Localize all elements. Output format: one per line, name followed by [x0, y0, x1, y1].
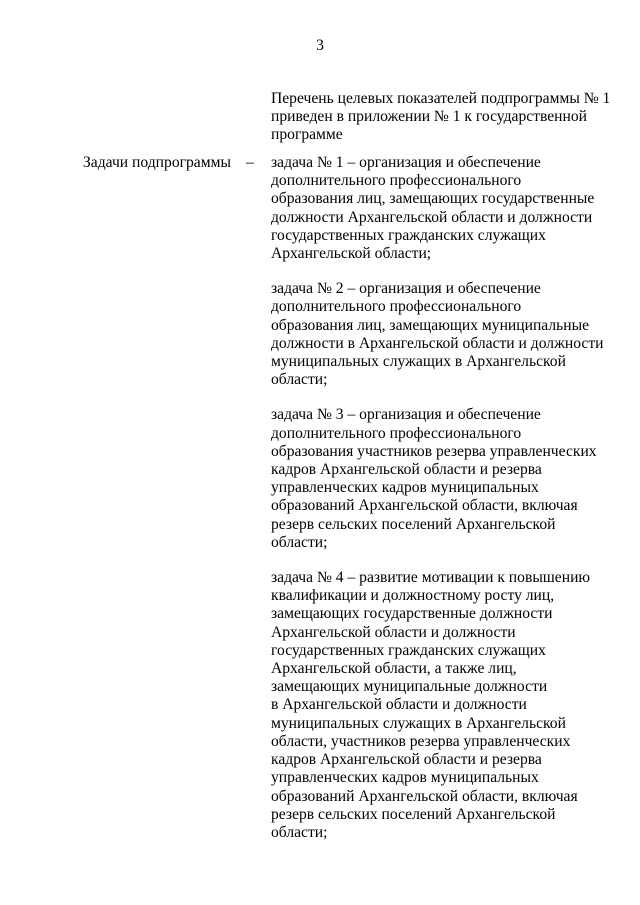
tasks-list	[271, 154, 604, 859]
task-line: государственных гражданских служащих	[271, 226, 546, 244]
page-number: 3	[316, 37, 324, 54]
task-line: образования лиц, замещающих государственные	[271, 190, 595, 208]
task-line: Архангельской области и должности	[271, 623, 516, 641]
target-indicators-note	[271, 90, 611, 145]
task-line: управленческих кадров муниципальных	[271, 479, 539, 497]
task-item-3	[271, 406, 601, 552]
task-item-4	[271, 569, 601, 842]
task-line: замещающих государственные должности	[271, 605, 553, 623]
task-line: задача № 4 – развитие мотивации к повышению	[271, 569, 591, 587]
note-line: программе	[271, 126, 343, 144]
task-line: должности Архангельской области и должности	[271, 208, 593, 226]
task-line: квалификации и должностному росту лиц,	[271, 587, 555, 605]
task-line: муниципальных служащих в Архангельской	[271, 353, 566, 371]
task-line: области;	[271, 371, 328, 389]
task-line: задача № 3 – организация и обеспечение	[271, 406, 541, 424]
task-line: образования участников резерва управленческих	[271, 442, 597, 460]
task-line: замещающих муниципальные должности	[271, 678, 548, 696]
row-dash: –	[246, 154, 254, 171]
task-line: области;	[271, 533, 328, 551]
task-line: муниципальных служащих в Архангельской	[271, 714, 566, 732]
task-line: резерв сельских поселений Архангельской	[271, 515, 556, 533]
task-line: кадров Архангельской области и резерва	[271, 461, 542, 479]
task-line: задача № 2 – организация и обеспечение	[271, 280, 541, 298]
task-line: дополнительного профессионального	[271, 298, 522, 316]
task-line: в Архангельской области и должности	[271, 696, 527, 714]
task-line: Архангельской области;	[271, 245, 432, 263]
task-line: резерв сельских поселений Архангельской	[271, 805, 556, 823]
task-line: управленческих кадров муниципальных	[271, 769, 539, 787]
note-line: Перечень целевых показателей подпрограммы № 1	[271, 90, 611, 107]
task-line: государственных гражданских служащих	[271, 641, 546, 659]
task-line: задача № 1 – организация и обеспечение	[271, 154, 541, 171]
row-label-tasks: Задачи подпрограммы	[83, 154, 231, 171]
task-line: дополнительного профессионального	[271, 172, 522, 190]
task-line: Архангельской области, а также лиц,	[271, 660, 517, 678]
task-line: образований Архангельской области, включая	[271, 497, 578, 515]
note-line: приведен в приложении № 1 к государственной	[271, 108, 588, 126]
task-item-2	[271, 280, 604, 389]
task-item-1	[271, 154, 601, 263]
task-line: образований Архангельской области, включая	[271, 787, 578, 805]
task-line: должности в Архангельской области и должности	[271, 334, 604, 352]
task-line: дополнительного профессионального	[271, 424, 522, 442]
task-line: образования лиц, замещающих муниципальные	[271, 316, 590, 334]
task-line: области;	[271, 823, 328, 841]
task-line: кадров Архангельской области и резерва	[271, 751, 542, 769]
task-line: области, участников резерва управленческих	[271, 732, 571, 750]
